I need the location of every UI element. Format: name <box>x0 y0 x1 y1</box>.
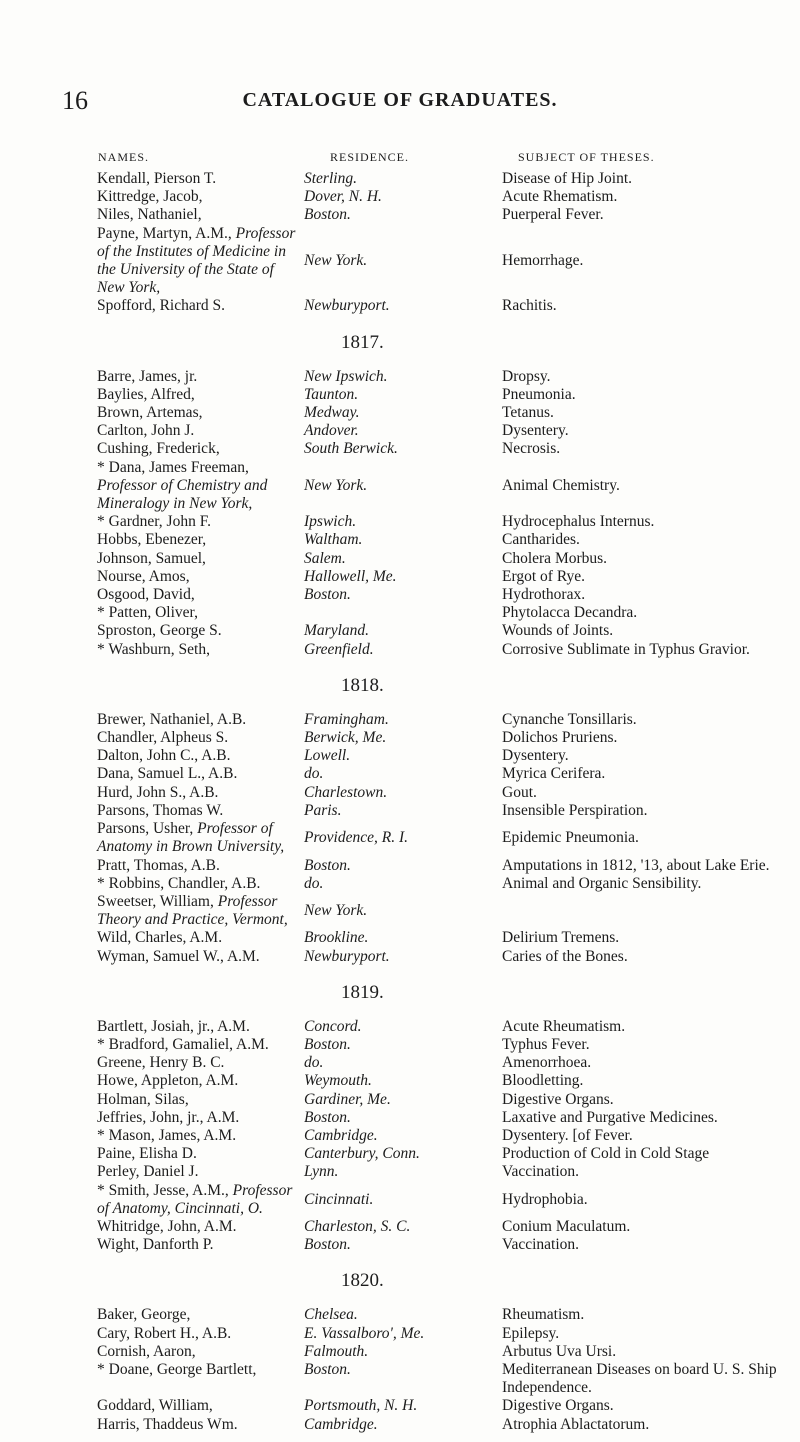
graduate-entry <box>97 1145 800 1163</box>
graduate-name <box>97 1416 304 1434</box>
residence: Framingham. <box>304 710 389 728</box>
graduate-name-text: Payne, Martyn, A.M., <box>97 224 236 242</box>
graduate-name <box>97 875 304 893</box>
graduate-entry <box>97 1236 800 1254</box>
graduate-name-text: * Washburn, Seth, <box>97 640 210 658</box>
graduate-name-text: Wild, Charles, A.M. <box>97 929 223 947</box>
graduate-name <box>97 550 304 568</box>
graduate-name <box>97 531 304 549</box>
graduate-entry <box>97 550 800 568</box>
thesis-subject: Animal Chemistry. <box>502 476 620 494</box>
graduate-name <box>97 929 304 947</box>
residence: New York. <box>304 476 368 494</box>
graduate-name <box>97 586 304 604</box>
professorship: Professor of Anatomy in Brown University, <box>97 820 285 856</box>
residence: do. <box>304 765 324 783</box>
graduate-name <box>97 1109 304 1127</box>
graduate-name <box>97 604 304 622</box>
residence: Lynn. <box>304 1163 339 1181</box>
graduate-name <box>97 1343 304 1361</box>
graduate-name <box>97 206 304 224</box>
graduate-name-text: Osgood, David, <box>97 586 195 604</box>
graduate-entry <box>97 586 800 604</box>
thesis-subject: Dysentery. [of Fever. <box>502 1126 633 1144</box>
graduate-name-text: Jeffries, John, jr., A.M. <box>97 1108 240 1126</box>
graduate-entry <box>97 893 800 929</box>
year-heading: 1819. <box>341 981 384 1003</box>
graduate-entry <box>97 170 800 188</box>
thesis-subject: Digestive Organs. <box>502 1397 614 1415</box>
residence: Newburyport. <box>304 947 390 965</box>
residence: Paris. <box>304 801 342 819</box>
graduate-name-text: Parsons, Thomas W. <box>97 801 224 819</box>
graduate-name <box>97 1036 304 1054</box>
graduate-name-text: * Bradford, Gamaliel, A.M. <box>97 1035 269 1053</box>
graduate-entry <box>97 1018 800 1036</box>
residence: Salem. <box>304 549 346 567</box>
thesis-subject: Myrica Cerifera. <box>502 765 606 783</box>
residence <box>304 604 502 622</box>
graduate-name-text: Cary, Robert H., A.B. <box>97 1324 232 1342</box>
graduate-name-text: Niles, Nathaniel, <box>97 206 202 224</box>
graduate-name-text: * Gardner, John F. <box>97 513 211 531</box>
graduate-name-text: Cushing, Frederick, <box>97 440 220 458</box>
thesis-subject: Amenorrhoea. <box>502 1054 592 1072</box>
thesis-subject: Pneumonia. <box>502 385 576 403</box>
residence: Gardiner, Me. <box>304 1090 391 1108</box>
residence: Sterling. <box>304 170 357 187</box>
graduate-name-text: Perley, Daniel J. <box>97 1163 199 1181</box>
graduate-entry <box>97 948 800 966</box>
residence: New York. <box>304 902 368 919</box>
graduate-entry <box>97 568 800 586</box>
graduate-name <box>97 857 304 875</box>
graduate-name-text: Harris, Thaddeus Wm. <box>97 1415 238 1433</box>
graduate-name <box>97 1218 304 1236</box>
graduate-name-text: Pratt, Thomas, A.B. <box>97 856 220 874</box>
graduate-entry <box>97 1091 800 1109</box>
residence: Falmouth. <box>304 1342 369 1360</box>
graduate-entry <box>97 513 800 531</box>
graduate-name-text: Barre, James, jr. <box>97 367 198 385</box>
residence: Greenfield. <box>304 640 374 658</box>
graduate-name <box>97 422 304 440</box>
residence: Brookline. <box>304 929 369 947</box>
graduate-entry <box>97 297 800 315</box>
graduate-entry <box>97 225 800 298</box>
graduate-name-text: Baylies, Alfred, <box>97 385 195 403</box>
residence: Boston. <box>304 1360 351 1378</box>
graduate-name-text: * Dana, James Freeman, <box>97 458 249 476</box>
graduate-entry <box>97 641 800 659</box>
year-heading: 1820. <box>341 1270 384 1292</box>
graduate-name <box>97 1072 304 1090</box>
residence: New Ipswich. <box>304 367 388 385</box>
graduate-entry <box>97 1182 800 1218</box>
graduate-name-text: Sweetser, William, <box>97 892 218 910</box>
graduate-entry <box>97 857 800 875</box>
graduate-entry <box>97 440 800 458</box>
graduate-name-text: Dalton, John C., A.B. <box>97 747 231 765</box>
graduate-name <box>97 765 304 783</box>
graduate-entry <box>97 802 800 820</box>
graduate-name-text: * Patten, Oliver, <box>97 604 198 622</box>
graduate-entry <box>97 188 800 206</box>
graduate-entry <box>97 622 800 640</box>
graduate-entry <box>97 1361 800 1397</box>
graduate-name <box>97 170 304 188</box>
residence: do. <box>304 1054 324 1072</box>
graduate-entry <box>97 784 800 802</box>
graduate-name-text: * Robbins, Chandler, A.B. <box>97 874 261 892</box>
residence: Waltham. <box>304 531 363 549</box>
residence: E. Vassalboro', Me. <box>304 1324 425 1342</box>
graduate-name-text: Hobbs, Ebenezer, <box>97 531 207 549</box>
professorship: Professor Theory and Practice, Vermont, <box>97 892 288 929</box>
thesis-subject: Dolichos Pruriens. <box>502 729 618 747</box>
professorship: Professor of Anatomy, Cincinnati, O. <box>97 1181 293 1217</box>
residence: Cambridge. <box>304 1415 378 1433</box>
graduate-name <box>97 1145 304 1163</box>
graduate-name <box>97 820 304 856</box>
graduate-name <box>97 747 304 765</box>
graduate-name <box>97 1054 304 1072</box>
thesis-subject: Hydrophobia. <box>502 1190 588 1208</box>
graduate-name-text: Kittredge, Jacob, <box>97 188 203 206</box>
graduate-name-text: Sproston, George S. <box>97 622 222 640</box>
residence: Concord. <box>304 1017 362 1035</box>
thesis-subject: Cantharides. <box>502 531 580 549</box>
graduate-name <box>97 1182 304 1218</box>
thesis-subject: Caries of the Bones. <box>502 947 628 965</box>
graduate-entry <box>97 1109 800 1127</box>
graduate-name <box>97 1163 304 1181</box>
residence: Chelsea. <box>304 1306 358 1324</box>
graduate-name-text: * Mason, James, A.M. <box>97 1126 237 1144</box>
running-title: CATALOGUE OF GRADUATES. <box>242 89 558 111</box>
graduate-name-text: Parsons, Usher, <box>97 820 198 838</box>
thesis-subject: Typhus Fever. <box>502 1035 590 1053</box>
graduate-entry <box>97 422 800 440</box>
thesis-subject: Hydrocephalus Internus. <box>502 513 655 531</box>
year-heading: 1817. <box>341 331 384 353</box>
graduate-name-text: Hurd, John S., A.B. <box>97 783 219 801</box>
graduate-name-text: Brown, Artemas, <box>97 404 203 422</box>
graduate-name-text: Dana, Samuel L., A.B. <box>97 765 238 783</box>
residence: do. <box>304 874 324 892</box>
thesis-subject: Disease of Hip Joint. <box>502 170 633 187</box>
thesis-subject: Animal and Organic Sensibility. <box>502 874 702 892</box>
graduate-name-text: Johnson, Samuel, <box>97 549 206 567</box>
residence: Ipswich. <box>304 513 357 531</box>
thesis-subject: Dropsy. <box>502 367 551 385</box>
residence: Charlestown. <box>304 783 388 801</box>
graduate-name-text: Nourse, Amos, <box>97 567 190 585</box>
column-heading-subject: SUBJECT OF THESES. <box>518 150 655 164</box>
graduate-name-text: Cornish, Aaron, <box>97 1342 196 1360</box>
year-section <box>0 675 800 974</box>
residence: Boston. <box>304 206 351 224</box>
residence: Lowell. <box>304 747 351 765</box>
graduate-name-text: Bartlett, Josiah, jr., A.M. <box>97 1017 250 1035</box>
residence: Maryland. <box>304 622 370 640</box>
graduate-entry <box>97 1054 800 1072</box>
graduate-name <box>97 893 304 929</box>
year-section <box>0 332 800 667</box>
residence: Medway. <box>304 404 360 422</box>
thesis-subject: Rachitis. <box>502 297 557 315</box>
year-section <box>0 1270 800 1441</box>
graduate-entry <box>97 1306 800 1324</box>
graduate-name-text: Brewer, Nathaniel, A.B. <box>97 710 247 728</box>
graduate-name <box>97 948 304 966</box>
graduate-entry <box>97 1036 800 1054</box>
graduate-name <box>97 1325 304 1343</box>
graduate-name-text: * Smith, Jesse, A.M., <box>97 1181 233 1199</box>
thesis-subject: Delirium Tremens. <box>502 929 620 947</box>
graduate-entry <box>97 1325 800 1343</box>
graduate-name <box>97 1091 304 1109</box>
thesis-subject: Digestive Organs. <box>502 1090 614 1108</box>
graduate-entry <box>97 747 800 765</box>
thesis-subject: Atrophia Ablactatorum. <box>502 1415 650 1433</box>
thesis-subject: Vaccination. <box>502 1236 580 1254</box>
year-section <box>0 170 800 324</box>
graduate-name <box>97 225 304 298</box>
graduate-name <box>97 368 304 386</box>
graduate-entry <box>97 404 800 422</box>
graduate-entry <box>97 1127 800 1145</box>
residence: Taunton. <box>304 385 359 403</box>
graduate-name-text: Whitridge, John, A.M. <box>97 1217 237 1235</box>
graduate-name <box>97 1127 304 1145</box>
graduate-entry <box>97 820 800 856</box>
graduate-entry <box>97 1072 800 1090</box>
residence: Weymouth. <box>304 1072 372 1090</box>
thesis-subject: Necrosis. <box>502 440 561 458</box>
thesis-subject: Amputations in 1812, '13, about Lake Erie. <box>502 856 770 874</box>
graduate-entry <box>97 1343 800 1361</box>
graduate-entry <box>97 604 800 622</box>
graduate-name <box>97 386 304 404</box>
thesis-subject: Cynanche Tonsillaris. <box>502 710 637 728</box>
graduate-name-text: Holman, Silas, <box>97 1090 189 1108</box>
column-heading-residence: RESIDENCE. <box>330 150 409 164</box>
thesis-subject: Ergot of Rye. <box>502 567 586 585</box>
residence: New York. <box>304 251 368 269</box>
graduate-entry <box>97 386 800 404</box>
graduate-name <box>97 1306 304 1324</box>
graduate-name <box>97 1018 304 1036</box>
graduate-name-text: Greene, Henry B. C. <box>97 1054 225 1072</box>
graduate-entry <box>97 1397 800 1415</box>
thesis-subject: Conium Maculatum. <box>502 1217 631 1235</box>
residence: Andover. <box>304 422 359 440</box>
graduate-entry <box>97 729 800 747</box>
residence: Cambridge. <box>304 1126 378 1144</box>
graduate-name-text: Carlton, John J. <box>97 422 195 440</box>
thesis-subject: Mediterranean Diseases on board U. S. Ship Independence. <box>502 1360 777 1397</box>
graduate-name-text: Baker, George, <box>97 1306 191 1324</box>
thesis-subject: Puerperal Fever. <box>502 206 604 224</box>
graduate-entry <box>97 1218 800 1236</box>
thesis-subject: Acute Rhematism. <box>502 188 618 206</box>
residence: South Berwick. <box>304 440 398 458</box>
graduate-name <box>97 188 304 206</box>
thesis-subject: Hydrothorax. <box>502 586 586 604</box>
thesis-subject: Cholera Morbus. <box>502 549 608 567</box>
graduate-name <box>97 1397 304 1415</box>
column-headings <box>0 150 800 170</box>
graduate-name <box>97 784 304 802</box>
residence: Newburyport. <box>304 297 390 315</box>
thesis-subject: Bloodletting. <box>502 1072 584 1090</box>
residence: Boston. <box>304 1108 351 1126</box>
graduate-entry <box>97 368 800 386</box>
thesis-subject: Insensible Perspiration. <box>502 801 648 819</box>
graduate-name-text: Chandler, Alpheus S. <box>97 729 229 747</box>
graduate-name-text: Goddard, William, <box>97 1397 213 1415</box>
graduate-entry <box>97 711 800 729</box>
year-heading: 1818. <box>341 674 384 696</box>
residence: Portsmouth, N. H. <box>304 1397 418 1415</box>
graduate-name <box>97 297 304 315</box>
thesis-subject: Laxative and Purgative Medicines. <box>502 1108 718 1126</box>
thesis-subject: Gout. <box>502 783 537 801</box>
graduate-name <box>97 459 304 514</box>
thesis-subject: Dysentery. <box>502 422 569 440</box>
graduate-entry <box>97 1416 800 1434</box>
column-heading-names: NAMES. <box>98 150 150 164</box>
residence: Providence, R. I. <box>304 829 409 847</box>
graduate-catalogue <box>0 170 800 1442</box>
graduate-name-text: Wyman, Samuel W., A.M. <box>97 947 260 965</box>
graduate-entry <box>97 459 800 514</box>
thesis-subject: Rheumatism. <box>502 1306 585 1324</box>
thesis-subject: Hemorrhage. <box>502 251 584 269</box>
graduate-name <box>97 1236 304 1254</box>
thesis-subject: Arbutus Uva Ursi. <box>502 1342 617 1360</box>
graduate-name-text: Spofford, Richard S. <box>97 297 226 315</box>
thesis-subject: Dysentery. <box>502 747 569 765</box>
graduate-entry <box>97 206 800 224</box>
graduate-name <box>97 622 304 640</box>
thesis-subject: Vaccination. <box>502 1163 580 1181</box>
graduate-name <box>97 711 304 729</box>
residence: Canterbury, Conn. <box>304 1145 420 1163</box>
graduate-entry <box>97 1163 800 1181</box>
thesis-subject: Acute Rheumatism. <box>502 1017 626 1035</box>
graduate-name <box>97 1361 304 1397</box>
graduate-name-text: Wight, Danforth P. <box>97 1236 214 1254</box>
graduate-name <box>97 641 304 659</box>
residence: Berwick, Me. <box>304 729 387 747</box>
page-number: 16 <box>62 86 88 115</box>
year-section <box>0 982 800 1263</box>
residence: Cincinnati. <box>304 1190 374 1208</box>
graduate-name <box>97 729 304 747</box>
graduate-name <box>97 440 304 458</box>
graduate-name-text: Paine, Elisha D. <box>97 1145 197 1163</box>
thesis-subject: Epilepsy. <box>502 1324 560 1342</box>
professorship: Professor of Chemistry and Mineralogy in New York, <box>97 476 268 513</box>
graduate-name-text: Howe, Appleton, A.M. <box>97 1072 239 1090</box>
graduate-name <box>97 802 304 820</box>
residence: Charleston, S. C. <box>304 1217 411 1235</box>
graduate-entry <box>97 765 800 783</box>
thesis-subject: Epidemic Pneumonia. <box>502 829 639 847</box>
residence: Boston. <box>304 856 351 874</box>
graduate-name <box>97 404 304 422</box>
graduate-entry <box>97 531 800 549</box>
thesis-subject: Wounds of Joints. <box>502 622 614 640</box>
residence: Boston. <box>304 586 351 604</box>
thesis-subject: Phytolacca Decandra. <box>502 604 638 622</box>
residence: Dover, N. H. <box>304 188 382 206</box>
graduate-name-text: Kendall, Pierson T. <box>97 170 217 187</box>
residence: Hallowell, Me. <box>304 567 397 585</box>
thesis-subject: Tetanus. <box>502 404 554 422</box>
graduate-name-text: * Doane, George Bartlett, <box>97 1360 257 1378</box>
residence: Boston. <box>304 1236 351 1254</box>
page-header <box>0 0 800 120</box>
thesis-subject: Corrosive Sublimate in Typhus Gravior. <box>502 640 750 658</box>
graduate-name <box>97 513 304 531</box>
professorship: Professor of the Institutes of Medicine in the University of the State of New York, <box>97 224 296 297</box>
graduate-name <box>97 568 304 586</box>
graduate-entry <box>97 875 800 893</box>
thesis-subject: Production of Cold in Cold Stage <box>502 1145 710 1163</box>
graduate-entry <box>97 929 800 947</box>
residence: Boston. <box>304 1035 351 1053</box>
